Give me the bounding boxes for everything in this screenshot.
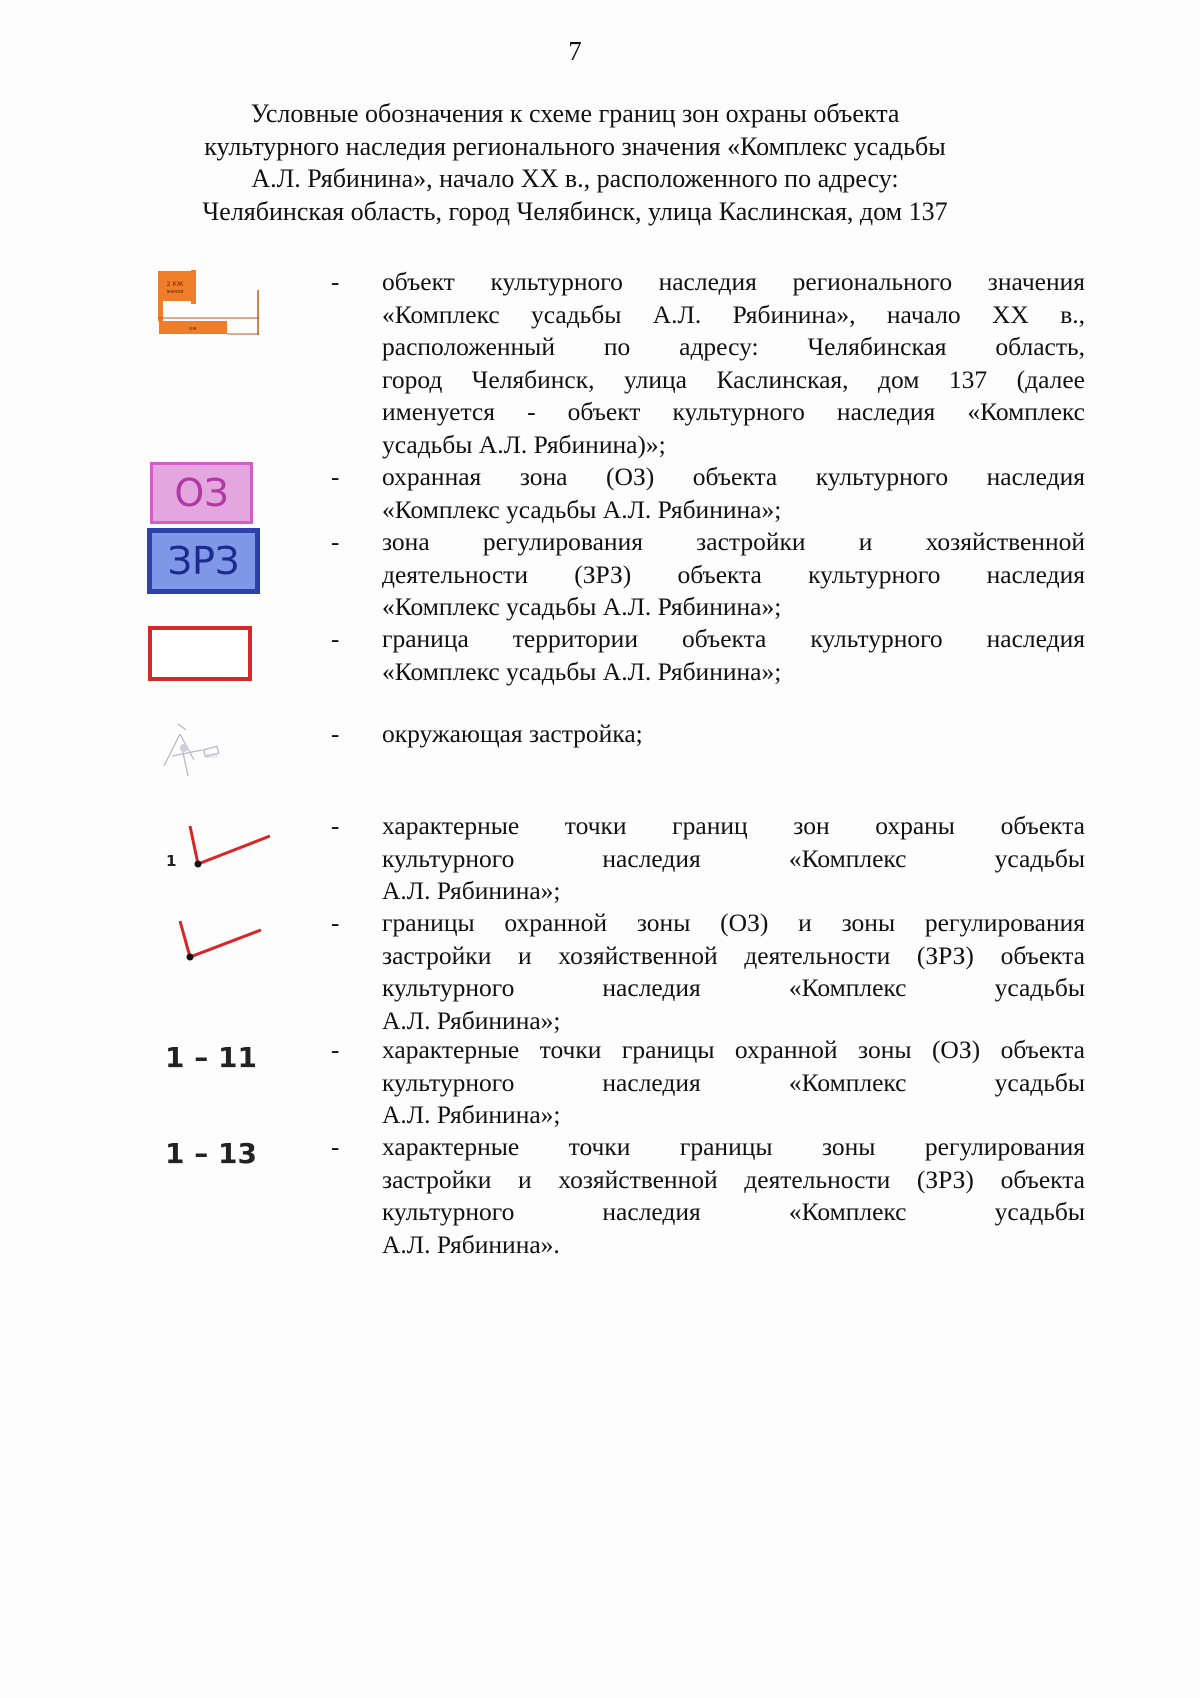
object-label: кж bbox=[189, 326, 197, 332]
object-label: 2 КЖ bbox=[166, 281, 184, 288]
legend-description-zrz-points: характерные точки границы зоны регулирования застройки и хозяйственной деятельности (ЗРЗ) объекта культурного наследия «Комплекс усадьбы А.Л. Рябинина». bbox=[382, 1132, 1085, 1259]
zrz-points-range: 1 – 13 bbox=[165, 1137, 257, 1170]
object-building-icon bbox=[155, 268, 261, 340]
legend-dash: - bbox=[331, 721, 340, 748]
object-label: жилое bbox=[166, 289, 184, 295]
svg-text:000: 000 bbox=[206, 753, 218, 760]
legend-dash: - bbox=[331, 813, 340, 840]
oz-zone-icon: ОЗ bbox=[150, 462, 253, 524]
title-line: культурного наследия регионального значения «Комплекс усадьбы bbox=[204, 131, 946, 161]
point-number: 1 bbox=[166, 852, 177, 870]
legend-dash: - bbox=[331, 1134, 340, 1161]
title-line: Челябинская область, город Челябинск, улица Каслинская, дом 137 bbox=[202, 196, 948, 226]
legend-description-territory: граница территории объекта культурного наследия «Комплекс усадьбы А.Л. Рябинина»; bbox=[382, 624, 1085, 686]
legend-dash: - bbox=[331, 1037, 340, 1064]
legend-dash: - bbox=[331, 269, 340, 296]
legend-description-boundaries: границы охранной зоны (ОЗ) и зоны регулирования застройки и хозяйственной деятельности (ЗРЗ) объекта культурного наследия «Комплекс усадьбы А.Л. Рябинина»; bbox=[382, 908, 1085, 1035]
legend-description-zrz: зона регулирования застройки и хозяйственной деятельности (ЗРЗ) объекта культурного наследия «Комплекс усадьбы А.Л. Рябинина»; bbox=[382, 527, 1085, 621]
legend-description-points: характерные точки границ зон охраны объекта культурного наследия «Комплекс усадьбы А.Л. Рябинина»; bbox=[382, 811, 1085, 905]
legend-dash: - bbox=[331, 464, 340, 491]
legend-dash: - bbox=[331, 626, 340, 653]
surrounding-buildings-icon bbox=[158, 718, 244, 782]
page-title bbox=[100, 98, 1050, 228]
legend-description-object: объект культурного наследия регионального значения «Комплекс усадьбы А.Л. Рябинина», начало XX в., расположенный по адресу: Челябинская область, город Челябинск, улица Каслинская, дом 137 (далее именуется - объект культурного наследия «Комплекс усадьбы А.Л. Рябинина)»; bbox=[382, 267, 1085, 459]
page-number: 7 bbox=[568, 36, 582, 66]
zrz-zone-icon: ЗРЗ bbox=[147, 528, 260, 594]
oz-points-range: 1 – 11 bbox=[165, 1041, 257, 1074]
zone-boundary-line-icon bbox=[170, 918, 262, 964]
legend-description-oz: охранная зона (ОЗ) объекта культурного наследия «Комплекс усадьбы А.Л. Рябинина»; bbox=[382, 462, 1085, 524]
territory-boundary-icon bbox=[148, 626, 252, 681]
title-line: Условные обозначения к схеме границ зон охраны объекта bbox=[250, 99, 900, 128]
legend-description-oz-points: характерные точки границы охранной зоны (ОЗ) объекта культурного наследия «Комплекс усадьбы А.Л. Рябинина»; bbox=[382, 1035, 1085, 1129]
legend-dash: - bbox=[331, 529, 340, 556]
characteristic-point-icon bbox=[180, 822, 272, 868]
legend-description-surrounding: окружающая застройка; bbox=[382, 719, 643, 748]
legend-dash: - bbox=[331, 910, 340, 937]
title-line: А.Л. Рябинина», начало XX в., расположенного по адресу: bbox=[251, 164, 899, 193]
